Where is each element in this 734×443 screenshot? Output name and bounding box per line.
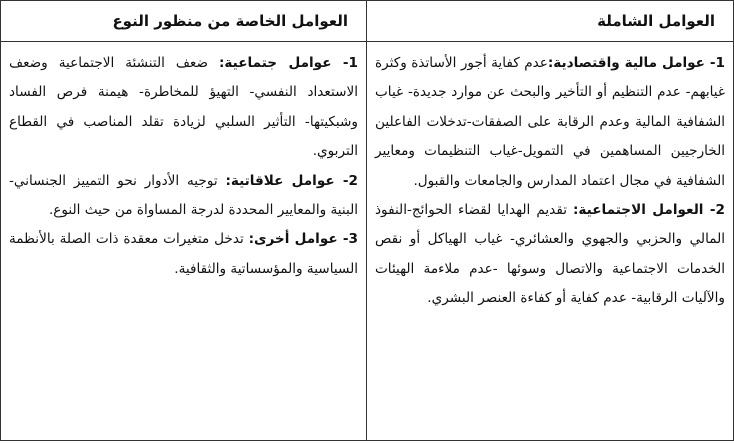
item-title: 2- العوامل الاجتماعية: [573, 202, 726, 219]
item-title: 2- عوامل علاقاتية: [225, 172, 358, 189]
gender-factors-cell [1, 42, 367, 441]
item-title: 1- عوامل مالية واقتصادية: [547, 55, 725, 71]
comprehensive-factors-cell [367, 42, 734, 441]
header-comprehensive-factors: العوامل الشاملة [367, 1, 734, 42]
social-factors [375, 196, 725, 314]
header-gender-factors: العوامل الخاصة من منظور النوع [1, 1, 367, 42]
item-text: تدخل متغيرات معقدة ذات الصلة بالأنظمة السياسية والمؤسساتية والثقافية. [9, 231, 358, 277]
social-upbringing-factors [9, 49, 358, 167]
relational-factors [9, 167, 358, 226]
item-text: توجيه الأدوار نحو التمييز الجنساني- البنية والمعايير المحددة لدرجة المساواة من حيث النوع. [9, 172, 358, 219]
other-factors [9, 225, 358, 284]
header-row [1, 1, 734, 42]
financial-economic-factors [375, 49, 725, 196]
item-text: ضعف التنشئة الاجتماعية وضعف الاستعداد النفسي- التهيؤ للمخاطرة- هيمنة فرص الفساد وشبكيتها- التأثير السلبي لزيادة تقلد المناصب في القطاع التربوي. [9, 55, 358, 160]
item-text: تقديم الهدايا لقضاء الحوائج-النفوذ المالي والحزبي والجهوي والعشائري- غياب الهياكل أو نقص الخدمات الاجتماعية والاتصال وسوئها -عدم ملاءمة الهيئات والآليات الرقابية- عدم كفاية أو كفاءة العنصر البشري. [375, 202, 725, 307]
item-title: 3- عوامل أخرى: [248, 231, 358, 248]
content-row [1, 42, 734, 441]
item-text: عدم كفاية أجور الأساتذة وكثرة غيابهم- عدم التنظيم أو التأخير والبحث عن موارد جديدة- غياب الشفافية المالية وعدم الرقابة على الصفقات-تدخلات الفاعلين الخارجيين المساهمين في التمويل-غياب التنظيمات ومعايير الشفافية في مجال اعتماد المدارس والجامعات والقبول. [375, 55, 725, 189]
item-title: 1- عوامل جتماعية: [219, 55, 358, 71]
